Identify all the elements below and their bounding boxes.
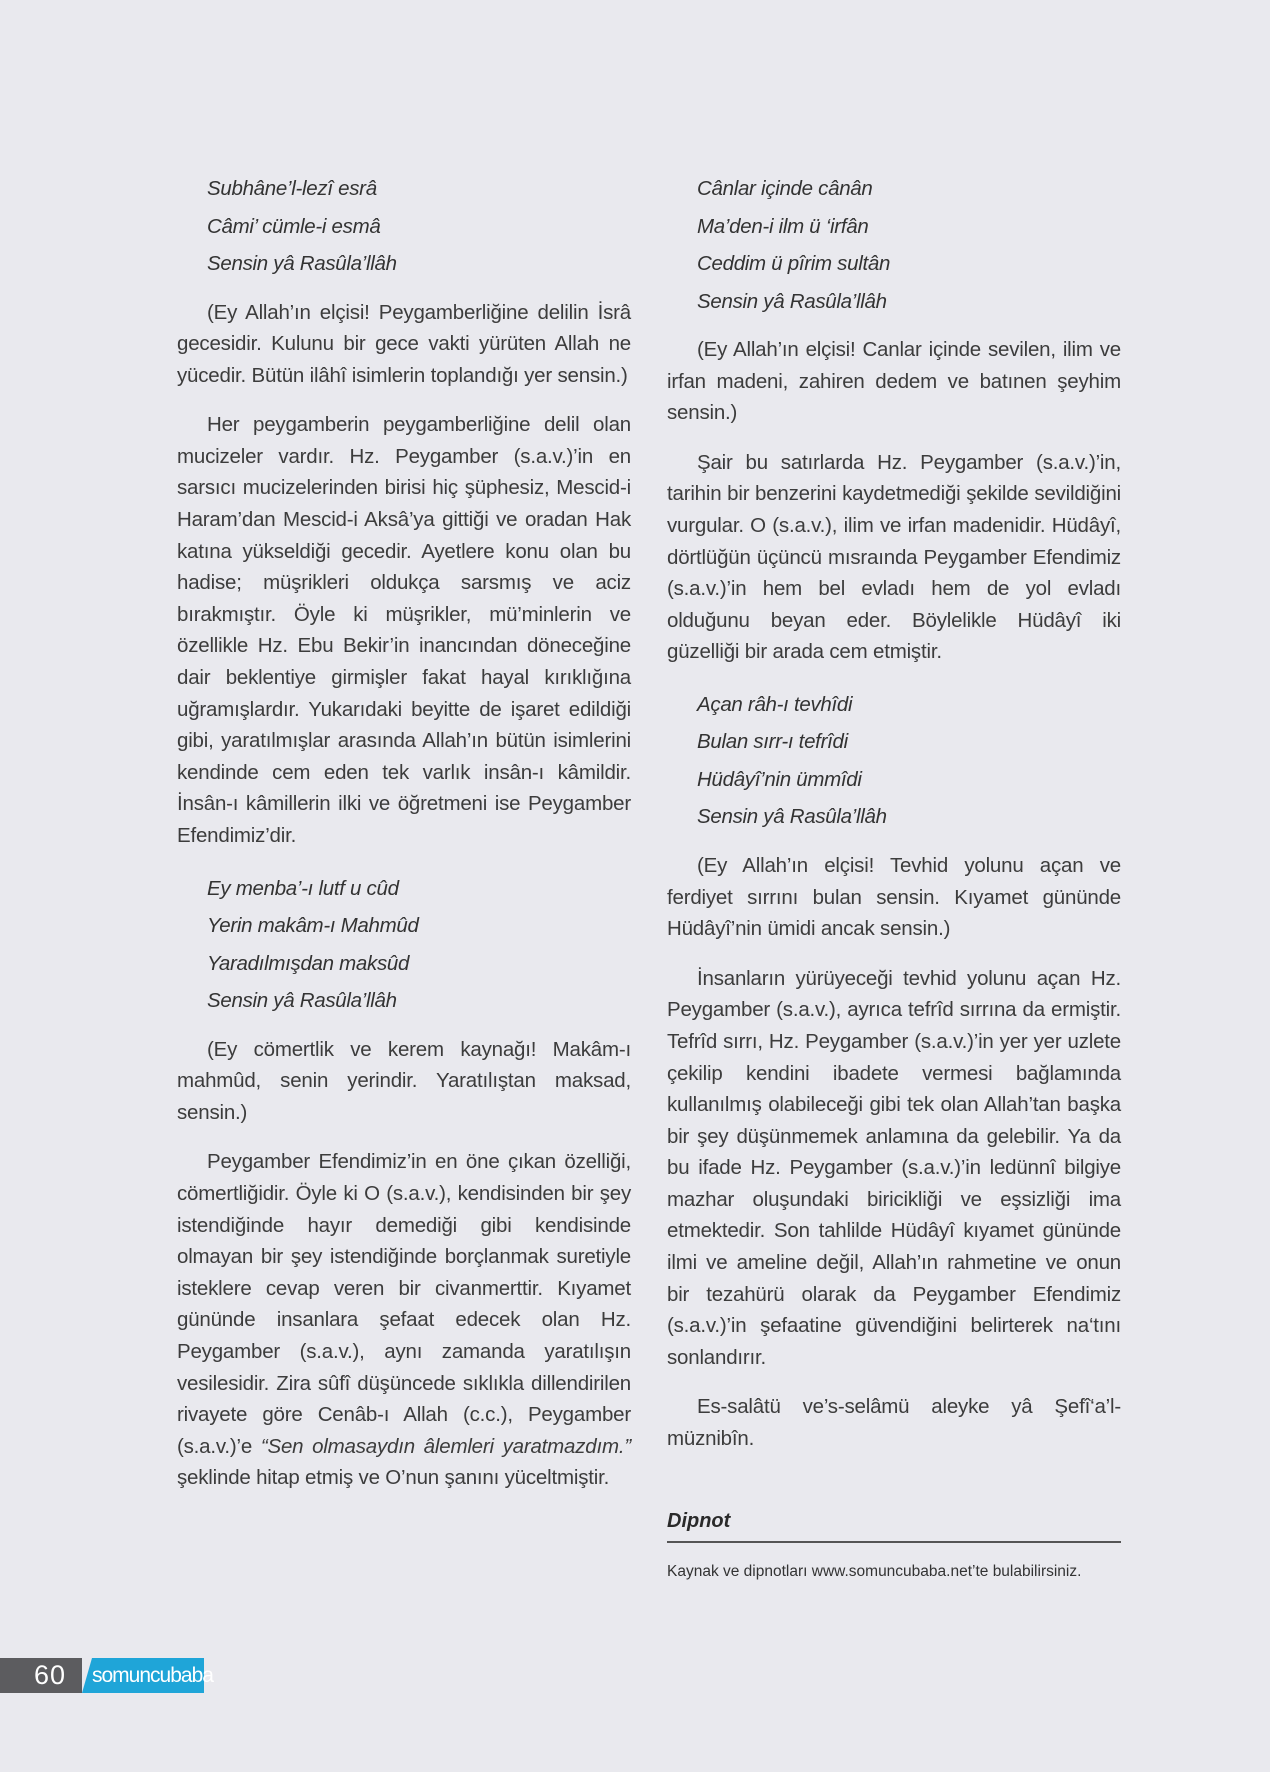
footnote-text: Kaynak ve dipnotları www.somuncubaba.net’te bulabilirsiniz.: [667, 1562, 1082, 1580]
verse-line: Subhâne’l-lezî esrâ: [207, 177, 377, 200]
paragraph: (Ey cömertlik ve kerem kaynağı! Makâm-ı mahmûd, senin yerindir. Yaratılıştan maksad, sensin.): [177, 1037, 631, 1124]
paragraph-text: şeklinde hitap etmiş ve O’nun şanını yüceltmiştir.: [177, 1466, 610, 1490]
paragraph: [177, 1146, 631, 1494]
paragraph: Her peygamberin peygamberliğine delil olan mucizeler vardır. Hz. Peygamber (s.a.v.)’in en sarsıcı mucizelerinden birisi hiç şüphesiz, Mescid-i Haram’dan Mescid-i Aksâ’ya gittiği ve oradan Hak katına yükseldiği gecedir. Ayetlere konu olan bu hadise; müşrikleri oldukça sarsmış ve aciz bırakmıştır. Öyle ki müşrikler, mü’minlerin ve özellikle Hz. Ebu Bekir’in inancından döneceğine dair beklentiye girmişler fakat hayal kırıklığına uğramışlardır. Yukarıdaki beyitte de işaret edildiği gibi, yaratılmışlar arasında Allah’ın bütün isimlerini kendinde cem eden tek varlık insân-ı kâmildir. İnsân-ı kâmillerin ilki ve öğretmeni ise Peygamber Efendimiz’dir.: [177, 413, 631, 847]
verse-block: [207, 170, 631, 283]
brand-logo: somuncubaba: [92, 1664, 213, 1687]
page-number: 60: [34, 1660, 67, 1690]
paragraph: Şair bu satırlarda Hz. Peygamber (s.a.v.)’in, tarihin bir benzerini kaydetmediği şekilde sevildiğini vurgular. O (s.a.v.), ilim ve irfan madenidir. Hüdâyî, dörtlüğün üçüncü mısraında Peygamber Efendimiz (s.a.v.)’in hem bel evladı hem de yol evladı olduğunu beyan eder. Böylelikle Hüdâyî iki güzelliği bir arada cem etmiştir.: [667, 450, 1121, 664]
verse-line: Ey menba’-ı lutf u cûd: [207, 876, 399, 900]
verse-line: Yerin makâm-ı Mahmûd: [207, 914, 419, 938]
verse-line: Ceddim ü pîrim sultân: [697, 252, 891, 275]
verse-block: [697, 686, 1121, 836]
verse-line: Câmi’ cümle-i esmâ: [207, 214, 381, 238]
quote: “Sen olmasaydın âlemleri yaratmazdım.”: [260, 1434, 632, 1458]
verse-line: Yaradılmışdan maksûd: [207, 951, 410, 975]
verse-line: Hüdâyî’nin ümmîdi: [697, 767, 862, 791]
right-column: [667, 170, 1121, 1581]
verse-block: [697, 170, 1121, 320]
paragraph: Es-salâtü ve’s-selâmü aleyke yâ Şefî‘a’l-müznibîn.: [667, 1395, 1121, 1451]
verse-line: Bulan sırr-ı tefrîdi: [697, 730, 848, 754]
paragraph: (Ey Allah’ın elçisi! Tevhid yolunu açan ve ferdiyet sırrını bulan sensin. Kıyamet gününde Hüdâyî’nin ümidi ancak sensin.): [667, 853, 1121, 941]
verse-line: Sensin yâ Rasûla’llâh: [207, 252, 397, 275]
verse-line: Cânlar içinde cânân: [697, 177, 873, 200]
paragraph: (Ey Allah’ın elçisi! Canlar içinde sevilen, ilim ve irfan madeni, zahiren dedem ve batınen şeyhim sensin.): [667, 338, 1121, 425]
verse-line: Sensin yâ Rasûla’llâh: [207, 989, 397, 1013]
footnote-heading: Dipnot: [667, 1510, 1121, 1543]
verse-line: Sensin yâ Rasûla’llâh: [697, 805, 887, 829]
paragraph: İnsanların yürüyeceği tevhid yolunu açan Hz. Peygamber (s.a.v.), ayrıca tefrîd sırrına da ermiştir. Tefrîd sırrı, Hz. Peygamber (s.a.v.)’in yer yer uzlete çekilip kendini ibadete vermesi bağlamında kullanılmış olabileceği gibi tek olan Allah’tan başka bir şey düşünmemek anlamına da gelebilir. Ya da bu ifade Hz. Peygamber (s.a.v.)’in ledünnî bilgiye mazhar oluşundaki biricikliği ve eşsizliği ima etmektedir. Son tahlilde Hüdâyî kıyamet gününde ilmi ve ameline değil, Allah’ın rahmetine ve onun bir tezahürü olarak da Peygamber Efendimiz (s.a.v.)’in şefaatine güvendiğini belirterek na‘tını sonlandırır.: [667, 966, 1121, 1369]
verse-line: Sensin yâ Rasûla’llâh: [697, 289, 887, 313]
paragraph-text: Peygamber Efendimiz’in en öne çıkan özelliği, cömertliğidir. Öyle ki O (s.a.v.), kendisinden bir şey istendiğinde hayır demediği gibi kendisinde olmayan bir şey istendiğinde borçlanmak suretiyle isteklere cevap veren bir civanmerttir. Kıyamet gününde insanlara şefaat edecek olan Hz. Peygamber (s.a.v.), aynı zamanda yaratılışın vesilesidir. Zira sûfî düşüncede sıklıkla dillendirilen rivayete göre Cenâb-ı Allah (c.c.), Peygamber (s.a.v.)’e: [177, 1150, 631, 1458]
verse-line: Ma’den-i ilm ü ‘irfân: [697, 214, 869, 238]
verse-line: Açan râh-ı tevhîdi: [697, 692, 853, 716]
verse-block: [207, 870, 631, 1020]
paragraph: (Ey Allah’ın elçisi! Peygamberliğine delilin İsrâ gecesidir. Kulunu bir gece vakti yürüten Allah ne yücedir. Bütün ilâhî isimlerin toplandığı yer sensin.): [177, 300, 631, 387]
left-column: [177, 170, 631, 1512]
